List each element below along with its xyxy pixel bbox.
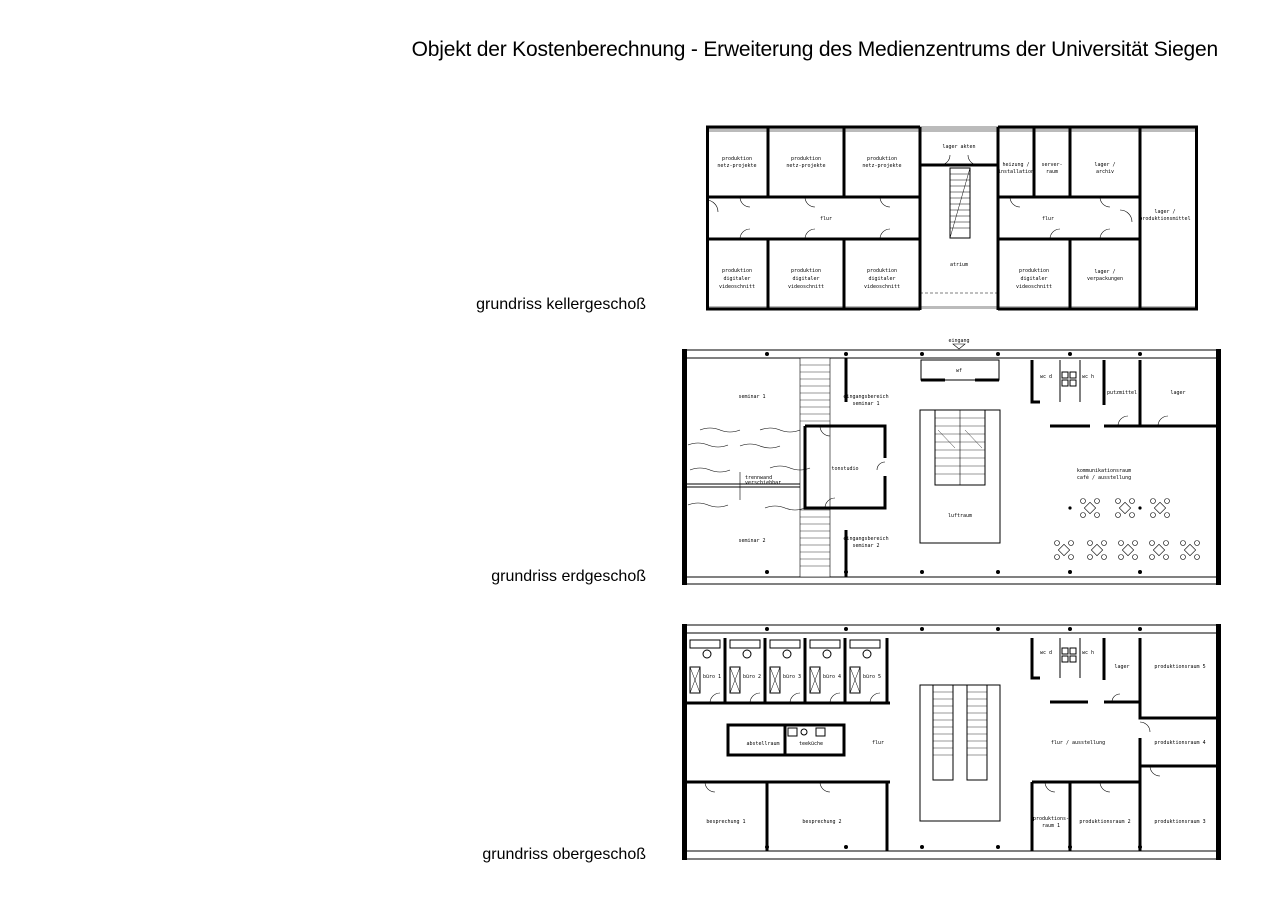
room-label: netz-projekte [786,163,826,169]
plan-label-basement: grundriss kellergeschoß [476,296,646,313]
svg-text:produktionnetz-projekte [862,156,901,169]
room-label: seminar 2 [738,538,766,544]
plan-label-ground-floor: grundriss erdgeschoß [491,568,646,585]
svg-text:produktionnetz-projekte [786,156,825,169]
room-label: server- [1041,162,1063,168]
sheet-title: Objekt der Kostenberechnung - Erweiterung des Medienzentrums der Universität Siegen [411,38,1218,61]
room-label: verschiebbar [745,480,782,486]
room-label: besprechung 2 [802,819,842,825]
room-label: wc d [1039,374,1053,380]
room-label: digitaler [792,276,820,282]
svg-text:eingangsbereichseminar 1 [843,394,888,407]
room-label: eingangsbereich [843,394,889,400]
room-label: heizung / [1002,162,1030,168]
svg-text:produktiondigitalervideoschnit [864,268,900,290]
room-label: teeküche [798,741,824,747]
room-label: büro 3 [782,674,802,680]
svg-text:produktiondigitalervideoschnit [1016,268,1052,290]
room-label: produktionsmittel [1139,216,1191,222]
svg-text:eingangsbereichseminar 2 [843,536,888,549]
svg-text:heizung /installation [998,162,1034,175]
room-label: flur [819,216,833,222]
room-label: flur / ausstellung [1050,740,1106,746]
room-label: digitaler [868,276,896,282]
room-label: tonstudio [831,466,859,472]
room-label: produktionsraum 3 [1154,819,1206,825]
room-label: lager [1114,664,1130,670]
room-label: eingangsbereich [843,536,889,542]
room-label: produktion [790,268,822,274]
room-label: putzmittel [1106,390,1138,396]
room-label: archiv [1095,169,1115,175]
svg-text:trennwandverschiebbar [745,475,781,486]
room-label: produktion [721,156,753,162]
room-label: netz-projekte [717,163,757,169]
svg-text:lager akten [942,144,975,150]
upper-floor-plan [682,624,1221,860]
room-label: flur [1041,216,1055,222]
room-label: installation [997,169,1035,175]
room-label: kommunikationsraum [1076,468,1132,474]
room-label: produktionsraum 2 [1079,819,1131,825]
room-label: trennwand [745,475,773,481]
room-label: videoschnitt [863,284,901,290]
ground-floor-plan [682,338,1221,585]
room-label: seminar 1 [852,401,880,407]
svg-text:kommunikationsraumcafé / ausst [1077,468,1131,481]
room-label: produktion [866,156,898,162]
room-label: wc h [1081,374,1095,380]
room-label: netz-projekte [862,163,902,169]
svg-text:server-raum [1041,162,1062,175]
room-label: café / ausstellung [1076,475,1132,481]
room-label: abstellraum [746,741,780,747]
room-label: lager akten [942,144,976,150]
room-label: wc d [1039,650,1053,656]
room-label: eingang [948,338,970,344]
room-label: lager [1170,390,1186,396]
svg-text:produktions-raum 1 [1033,816,1069,829]
room-label: büro 1 [702,674,722,680]
room-label: seminar 2 [852,543,880,549]
room-label: büro 4 [822,674,842,680]
room-label: seminar 1 [738,394,766,400]
room-label: wc h [1081,650,1095,656]
room-label: lager / [1154,209,1176,215]
room-label: luftraum [947,513,973,519]
room-label: lager / [1094,269,1116,275]
room-label: verpackungen [1086,276,1124,282]
room-label: videoschnitt [1015,284,1053,290]
room-label: raum [1045,169,1059,175]
room-label: lager / [1094,162,1116,168]
basement-floor-plan [706,126,1198,310]
svg-text:produktionnetz-projekte [717,156,756,169]
svg-text:lager /produktionsmittel [1139,209,1190,222]
room-label: besprechung 1 [706,819,746,825]
room-label: produktionsraum 5 [1154,664,1206,670]
room-label: flur [871,740,885,746]
svg-text:lager /verpackungen [1087,269,1123,282]
room-label: produktions- [1032,816,1070,822]
svg-text:produktiondigitalervideoschnit [788,268,824,290]
room-label: atrium [949,262,969,268]
svg-text:lager /archiv [1094,162,1115,175]
room-label: büro 2 [742,674,762,680]
room-label: raum 1 [1041,823,1061,829]
room-label: büro 5 [862,674,882,680]
room-label: wf [955,368,963,374]
room-label: produktion [866,268,898,274]
room-label: digitaler [723,276,751,282]
room-label: produktion [721,268,753,274]
room-label: digitaler [1020,276,1048,282]
room-label: videoschnitt [718,284,756,290]
room-label: produktion [1018,268,1050,274]
plan-label-upper-floor: grundriss obergeschoß [482,846,646,863]
svg-text:produktiondigitalervideoschnit [719,268,755,290]
room-label: videoschnitt [787,284,825,290]
room-label: produktionsraum 4 [1154,740,1206,746]
room-label: produktion [790,156,822,162]
